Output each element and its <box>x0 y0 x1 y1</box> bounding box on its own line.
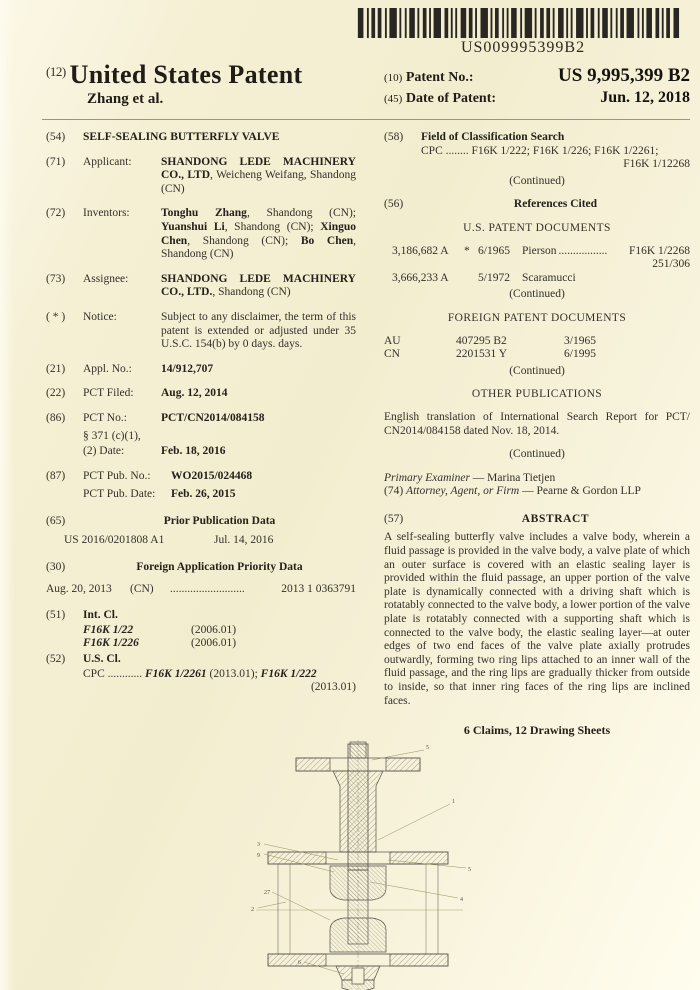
prior-pub-date: Jul. 14, 2016 <box>214 534 274 547</box>
continued-note: (Continued) <box>509 364 565 377</box>
us-patent-docs-heading: U.S. PATENT DOCUMENTS <box>463 221 611 234</box>
figure-label: 5 <box>426 745 429 751</box>
cpc-search-line: CPC ........ F16K 1/222; F16K 1/226; F16K 1/2261; <box>421 144 659 157</box>
section-prior-pub-65: (65) Prior Publication Data <box>46 515 356 529</box>
priority-dots: .......................... <box>170 582 245 595</box>
figure-label: 4 <box>460 897 463 903</box>
section-references-56: (56) References Cited <box>384 198 690 212</box>
appl-no-value: 14/912,707 <box>161 362 214 375</box>
continued-note: (Continued) <box>509 288 565 301</box>
barcode-number: US009995399B2 <box>460 39 586 56</box>
section-pct-no-86: (86) PCT No.: PCT/CN2014/084158 <box>46 412 356 426</box>
section-field-search-58: (58) Field of Classification Search CPC ........ F16K 1/222; F16K 1/226; F16K 1/2261; <box>384 131 690 158</box>
priority-country: (CN) <box>130 582 154 595</box>
barcode-icon <box>356 8 690 38</box>
priority-heading: Foreign Application Priority Data <box>136 561 303 574</box>
applicant-value: SHANDONG LEDE MACHINERY CO., LTD, Weicheng Weifang, Shandong (CN) <box>161 155 357 195</box>
foreign-reference-row: CN 2201531 Y 6/1995 <box>384 348 596 361</box>
patent-number: US 9,995,399 B2 <box>558 65 690 86</box>
foreign-reference-row: AU 407295 B2 3/1965 <box>384 334 596 347</box>
pct-no-value: PCT/CN2014/084158 <box>161 411 265 424</box>
prior-pub-row <box>64 534 356 548</box>
header-right <box>384 66 690 109</box>
abstract-text: A self-sealing butterfly valve includes a valve body, wherein a fluid passage is provided in the valve body, a valve plate of which an outer surface is covered with an elastic sealing layer is provided within the fluid passage, an upper portion of the valve plate is dynamically connected with a driving shaft which is rotatably connected to the valve body, a lower portion of the valve plate is rotatably connected with a supporting shaft which is connected to the valve body, the elastic sealing layer—at outer edges of two end faces of the valve plate axially protrudes outwardly, forming two ring lips attached to an inner wall of the fluid passage, and the ring lips are gradually thicker from outside to inside, so that inner ring faces of the ring lips are inclined faces. <box>384 531 690 707</box>
int-cl-row: F16K 1/226 (2006.01) <box>83 637 237 650</box>
date-371-value: Feb. 18, 2016 <box>161 445 226 458</box>
assignee-value: SHANDONG LEDE MACHINERY CO., LTD., Shandong (CN) <box>161 272 356 299</box>
inventor-byline: Zhang et al. <box>87 91 164 107</box>
pct-pub-no-value: WO2015/024468 <box>171 469 253 482</box>
figure-label: 2 <box>251 907 254 913</box>
us-reference-row: 3,666,233 A 5/1972 Scaramucci <box>392 271 576 284</box>
us-reference-row: 3,186,682 A * 6/1965 Pierson ................. F16K 1/2268 <box>392 244 690 257</box>
patent-no-label: (10) Patent No.: <box>384 70 474 85</box>
notice-text: Subject to any disclaimer, the term of this patent is extended or adjusted under 35 U.S.C. 154(b) by 0 days. days. <box>161 310 356 351</box>
right-column <box>384 131 690 738</box>
prior-pub-number: US 2016/0201808 A1 <box>64 534 165 547</box>
pct-filed-value: Aug. 12, 2014 <box>161 387 228 400</box>
attorney-line: (74) Attorney, Agent, or Firm — Pearne & Gordon LLP <box>384 485 641 498</box>
us-reference-class2: 251/306 <box>652 258 690 271</box>
section-pct-filed-22: (22) PCT Filed: Aug. 12, 2014 <box>46 387 356 401</box>
left-column <box>46 131 356 695</box>
continued-note: (Continued) <box>509 448 565 461</box>
pct-pub-date-value: Feb. 26, 2015 <box>171 488 236 501</box>
foreign-docs-heading: FOREIGN PATENT DOCUMENTS <box>447 311 627 324</box>
abstract-heading: ABSTRACT <box>521 512 590 525</box>
other-pubs-heading: OTHER PUBLICATIONS <box>471 388 603 401</box>
section-title-54: (54) SELF-SEALING BUTTERFLY VALVE <box>46 131 356 145</box>
barcode-block <box>356 8 690 57</box>
section-assignee-73: (73) Assignee: SHANDONG LEDE MACHINERY CO., LTD., Shandong (CN) <box>46 272 356 299</box>
kind-code: (12) <box>46 64 66 79</box>
priority-row <box>46 583 356 597</box>
primary-examiner-line: Primary Examiner — Marina Tietjen <box>384 471 556 484</box>
page-title: United States Patent <box>69 60 303 89</box>
figure-label: 6 <box>298 960 301 966</box>
valve-cross-section-icon <box>238 740 514 990</box>
invention-title: SELF-SEALING BUTTERFLY VALVE <box>83 131 280 143</box>
figure-drawing <box>238 740 514 990</box>
patent-date-label: (45) Date of Patent: <box>384 91 497 106</box>
sect371-line: § 371 (c)(1), <box>83 429 141 442</box>
other-pubs-text: English translation of International Search Report for PCT/ CN2014/084158 dated Nov. 18, 2014. <box>384 410 690 437</box>
section-int-cl-51: (51) Int. Cl. <box>46 609 118 622</box>
figure-label: 3 <box>257 842 260 848</box>
header-left <box>46 60 346 108</box>
figure-label: 5 <box>468 867 471 873</box>
figure-label: 9 <box>257 853 260 859</box>
continued-note: (Continued) <box>509 174 565 187</box>
claims-line: 6 Claims, 12 Drawing Sheets <box>463 723 611 738</box>
int-cl-row: F16K 1/22 (2006.01) <box>83 623 237 636</box>
section-notice: ( * ) Notice: Subject to any disclaimer, the term of this patent is extended or adjusted under 35 U.S.C. 154(b) by 0 days. days. <box>46 310 356 351</box>
section-pct-pub-87: (87) PCT Pub. No.: WO2015/024468 <box>46 470 356 484</box>
figure-label: 27 <box>264 890 270 896</box>
section-inventors-72: (72) Inventors: Tonghu Zhang, Shandong (CN); Yuanshui Li, Shandong (CN); Xinguo Chen, Shandong (CN); Bo Chen, Shandong (CN) <box>46 207 356 261</box>
pct-pub-date-row: PCT Pub. Date: Feb. 26, 2015 <box>83 488 236 501</box>
header-divider <box>42 119 690 120</box>
section-abstract-57: (57) ABSTRACT <box>384 513 690 527</box>
inventors-value: Tonghu Zhang, Shandong (CN); Yuanshui Li, Shandong (CN); Xinguo Chen, Shandong (CN); Bo Chen, Shandong (CN) <box>161 207 356 261</box>
cpc-search-line2: F16K 1/12268 <box>623 158 690 171</box>
prior-pub-heading: Prior Publication Data <box>163 514 276 527</box>
section-priority-30: (30) Foreign Application Priority Data <box>46 561 356 575</box>
priority-number: 2013 1 0363791 <box>281 582 356 595</box>
section-us-cl-52: (52) U.S. Cl. <box>46 653 121 666</box>
section-appl-no-21: (21) Appl. No.: 14/912,707 <box>46 363 356 377</box>
patent-date: Jun. 12, 2018 <box>600 89 690 106</box>
field-search-body: Field of Classification Search CPC ........ F16K 1/222; F16K 1/226; F16K 1/2261; <box>421 131 659 157</box>
us-cl-tail: (2013.01) <box>310 681 356 694</box>
references-heading: References Cited <box>513 198 598 211</box>
date-371-row: (2) Date: Feb. 18, 2016 <box>83 445 226 458</box>
figure-label: 1 <box>452 799 455 805</box>
priority-date: Aug. 20, 2013 <box>46 582 112 595</box>
us-cl-cpc-line: CPC ............ F16K 1/2261 (2013.01); F16K 1/222 <box>83 667 317 680</box>
section-applicant-71: (71) Applicant: SHANDONG LEDE MACHINERY CO., LTD, Weicheng Weifang, Shandong (CN) <box>46 155 357 195</box>
